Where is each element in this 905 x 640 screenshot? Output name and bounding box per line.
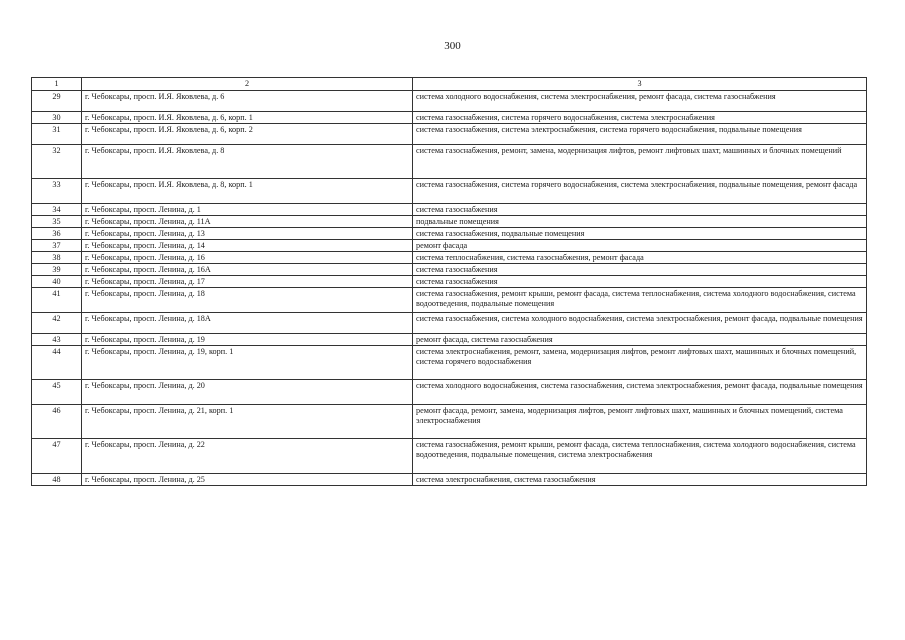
address-cell: г. Чебоксары, просп. Ленина, д. 21, корп. 1 bbox=[82, 405, 413, 439]
table-row bbox=[32, 276, 867, 288]
works-cell: система газоснабжения, ремонт, замена, модернизация лифтов, ремонт лифтовых шахт, машинных и блочных помещений bbox=[413, 145, 867, 179]
address-cell: г. Чебоксары, просп. Ленина, д. 25 bbox=[82, 474, 413, 486]
table-row bbox=[32, 380, 867, 405]
works-cell: система газоснабжения bbox=[413, 276, 867, 288]
row-number-cell: 41 bbox=[32, 288, 82, 313]
works-cell: система теплоснабжения, система газоснабжения, ремонт фасада bbox=[413, 252, 867, 264]
address-cell: г. Чебоксары, просп. И.Я. Яковлева, д. 6, корп. 1 bbox=[82, 112, 413, 124]
address-cell: г. Чебоксары, просп. Ленина, д. 17 bbox=[82, 276, 413, 288]
row-number-cell: 31 bbox=[32, 124, 82, 145]
row-number-cell: 30 bbox=[32, 112, 82, 124]
table-row bbox=[32, 346, 867, 380]
table-row bbox=[32, 179, 867, 204]
works-cell: ремонт фасада, ремонт, замена, модернизация лифтов, ремонт лифтовых шахт, машинных и блочных помещений, система электроснабжения bbox=[413, 405, 867, 439]
row-number-cell: 47 bbox=[32, 439, 82, 474]
table-row bbox=[32, 204, 867, 216]
table-row bbox=[32, 240, 867, 252]
works-cell: система электроснабжения, ремонт, замена, модернизация лифтов, ремонт лифтовых шахт, машинных и блочных помещений, система горячего водоснабжения bbox=[413, 346, 867, 380]
works-table bbox=[31, 77, 867, 486]
row-number-cell: 33 bbox=[32, 179, 82, 204]
address-cell: г. Чебоксары, просп. И.Я. Яковлева, д. 8 bbox=[82, 145, 413, 179]
address-cell: г. Чебоксары, просп. Ленина, д. 19 bbox=[82, 334, 413, 346]
address-cell: г. Чебоксары, просп. Ленина, д. 18А bbox=[82, 313, 413, 334]
works-cell: система газоснабжения bbox=[413, 204, 867, 216]
address-cell: г. Чебоксары, просп. И.Я. Яковлева, д. 6 bbox=[82, 91, 413, 112]
works-cell: система газоснабжения bbox=[413, 264, 867, 276]
header-cell-works: 3 bbox=[413, 78, 867, 91]
table-row bbox=[32, 91, 867, 112]
row-number-cell: 32 bbox=[32, 145, 82, 179]
address-cell: г. Чебоксары, просп. Ленина, д. 18 bbox=[82, 288, 413, 313]
works-cell: система холодного водоснабжения, система газоснабжения, система электроснабжения, ремонт фасада, подвальные помещения bbox=[413, 380, 867, 405]
address-cell: г. Чебоксары, просп. И.Я. Яковлева, д. 6, корп. 2 bbox=[82, 124, 413, 145]
row-number-cell: 43 bbox=[32, 334, 82, 346]
address-cell: г. Чебоксары, просп. Ленина, д. 22 bbox=[82, 439, 413, 474]
table-row bbox=[32, 313, 867, 334]
table-row bbox=[32, 405, 867, 439]
table-row bbox=[32, 112, 867, 124]
works-cell: система холодного водоснабжения, система электроснабжения, ремонт фасада, система газоснабжения bbox=[413, 91, 867, 112]
header-cell-number: 1 bbox=[32, 78, 82, 91]
table-row bbox=[32, 124, 867, 145]
table-row bbox=[32, 252, 867, 264]
table-row bbox=[32, 228, 867, 240]
address-cell: г. Чебоксары, просп. Ленина, д. 11А bbox=[82, 216, 413, 228]
works-cell: система газоснабжения, ремонт крыши, ремонт фасада, система теплоснабжения, система холодного водоснабжения, система водоотведения, подвальные помещения bbox=[413, 288, 867, 313]
row-number-cell: 38 bbox=[32, 252, 82, 264]
row-number-cell: 40 bbox=[32, 276, 82, 288]
table-row bbox=[32, 264, 867, 276]
row-number-cell: 46 bbox=[32, 405, 82, 439]
row-number-cell: 44 bbox=[32, 346, 82, 380]
address-cell: г. Чебоксары, просп. Ленина, д. 16 bbox=[82, 252, 413, 264]
works-cell: система газоснабжения, система холодного водоснабжения, система электроснабжения, ремонт фасада, подвальные помещения bbox=[413, 313, 867, 334]
table-row bbox=[32, 334, 867, 346]
works-cell: ремонт фасада bbox=[413, 240, 867, 252]
works-cell: система газоснабжения, система горячего водоснабжения, система электроснабжения bbox=[413, 112, 867, 124]
row-number-cell: 39 bbox=[32, 264, 82, 276]
row-number-cell: 42 bbox=[32, 313, 82, 334]
works-cell: система газоснабжения, подвальные помещения bbox=[413, 228, 867, 240]
row-number-cell: 37 bbox=[32, 240, 82, 252]
row-number-cell: 48 bbox=[32, 474, 82, 486]
address-cell: г. Чебоксары, просп. Ленина, д. 20 bbox=[82, 380, 413, 405]
works-cell: ремонт фасада, система газоснабжения bbox=[413, 334, 867, 346]
table-row bbox=[32, 216, 867, 228]
row-number-cell: 35 bbox=[32, 216, 82, 228]
table-row bbox=[32, 474, 867, 486]
address-cell: г. Чебоксары, просп. Ленина, д. 14 bbox=[82, 240, 413, 252]
page-number: 300 bbox=[444, 40, 461, 52]
works-cell: подвальные помещения bbox=[413, 216, 867, 228]
table-header-row bbox=[32, 78, 867, 91]
address-cell: г. Чебоксары, просп. Ленина, д. 1 bbox=[82, 204, 413, 216]
address-cell: г. Чебоксары, просп. Ленина, д. 13 bbox=[82, 228, 413, 240]
address-cell: г. Чебоксары, просп. Ленина, д. 19, корп. 1 bbox=[82, 346, 413, 380]
address-cell: г. Чебоксары, просп. Ленина, д. 16А bbox=[82, 264, 413, 276]
row-number-cell: 29 bbox=[32, 91, 82, 112]
address-cell: г. Чебоксары, просп. И.Я. Яковлева, д. 8, корп. 1 bbox=[82, 179, 413, 204]
table-row bbox=[32, 439, 867, 474]
works-cell: система газоснабжения, система электроснабжения, система горячего водоснабжения, подвальные помещения bbox=[413, 124, 867, 145]
works-cell: система электроснабжения, система газоснабжения bbox=[413, 474, 867, 486]
row-number-cell: 45 bbox=[32, 380, 82, 405]
row-number-cell: 36 bbox=[32, 228, 82, 240]
works-cell: система газоснабжения, система горячего водоснабжения, система электроснабжения, подвальные помещения, ремонт фасада bbox=[413, 179, 867, 204]
header-cell-address: 2 bbox=[82, 78, 413, 91]
table-row bbox=[32, 288, 867, 313]
row-number-cell: 34 bbox=[32, 204, 82, 216]
works-cell: система газоснабжения, ремонт крыши, ремонт фасада, система теплоснабжения, система холодного водоснабжения, система водоотведения, подвальные помещения, система электроснабжения bbox=[413, 439, 867, 474]
table-row bbox=[32, 145, 867, 179]
